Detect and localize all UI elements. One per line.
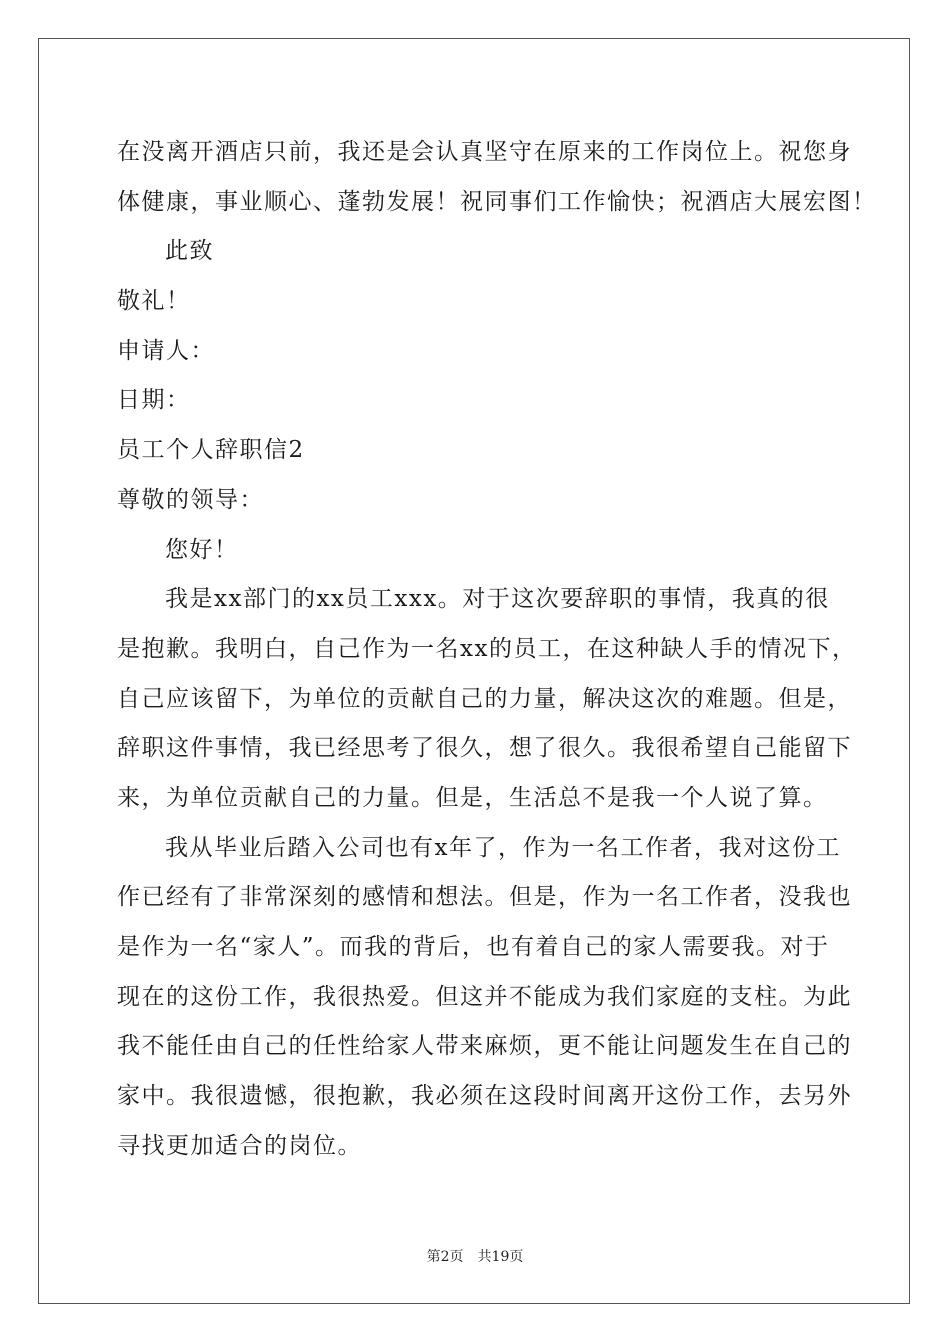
text-line: 辞职这件事情，我已经思考了很久，想了很久。我很希望自己能留下 [117, 735, 852, 762]
text-line: 我是xx部门的xx员工xxx。对于这次要辞职的事情，我真的很 [165, 586, 830, 613]
applicant-label: 申请人： [117, 337, 215, 364]
greeting: 您好！ [165, 536, 239, 563]
greeting-recipient: 尊敬的领导： [117, 486, 264, 513]
text-line: 我从毕业后踏入公司也有x年了，作为一名工作者，我对这份工 [165, 834, 841, 861]
closing-salutation: 此致 [165, 238, 214, 265]
text-line: 寻找更加适合的岗位。 [117, 1132, 362, 1159]
text-line: 作已经有了非常深刻的感情和想法。但是，作为一名工作者，没我也 [117, 884, 852, 911]
page-number-footer: 第2页 共19页 [426, 1249, 524, 1265]
date-label: 日期： [117, 387, 191, 414]
text-line: 来，为单位贡献自己的力量。但是，生活总不是我一个人说了算。 [117, 784, 828, 811]
text-line: 自己应该留下，为单位的贡献自己的力量，解决这次的难题。但是， [117, 685, 852, 712]
text-line: 体健康，事业顺心、蓬勃发展！祝同事们工作愉快；祝酒店大展宏图！ [117, 188, 877, 215]
section-title: 员工个人辞职信2 [117, 437, 305, 464]
text-line: 是作为一名“家人”。而我的背后，也有着自己的家人需要我。对于 [117, 934, 830, 960]
text-line: 在没离开酒店只前，我还是会认真坚守在原来的工作岗位上。祝您身 [117, 139, 852, 165]
closing-regards: 敬礼！ [117, 288, 191, 315]
text-line: 家中。我很遗憾，很抱歉，我必须在这段时间离开这份工作，去另外 [117, 1083, 852, 1110]
text-line: 是抱歉。我明白，自己作为一名xx的员工，在这种缺人手的情况下， [117, 635, 857, 662]
text-line: 现在的这份工作，我很热爱。但这并不能成为我们家庭的支柱。为此 [117, 983, 852, 1010]
document-body [117, 128, 877, 1171]
text-line: 我不能任由自己的任性给家人带来麻烦，更不能让问题发生在自己的 [117, 1033, 852, 1060]
